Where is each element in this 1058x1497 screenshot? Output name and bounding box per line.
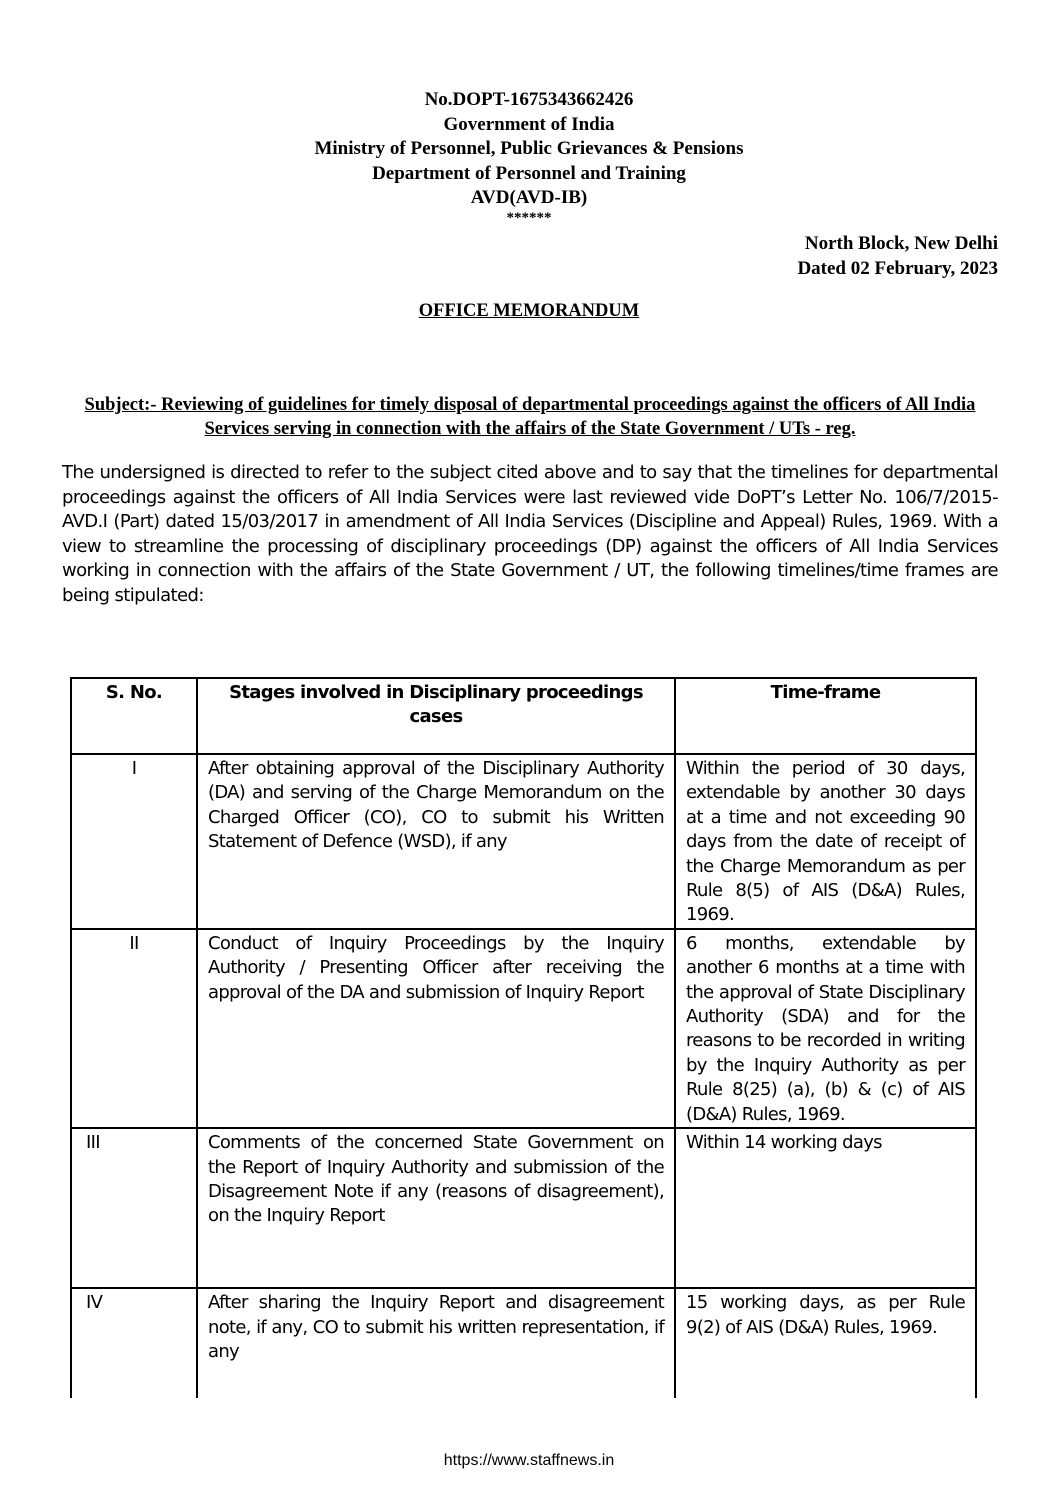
column-header-stage: Stages involved in Disciplinary proceedings cases [197, 678, 675, 754]
body-paragraph: The undersigned is directed to refer to the subject cited above and to say that the timelines for departmental proceedings against the officers of All India Services were last reviewed vide DoPT’s Letter No. 106/7/2015-AVD.I (Part) dated 15/03/2017 in amendment of All India Services (Discipline and Appeal) Rules, 1969. With a view to streamline the processing of disciplinary proceedings (DP) against the officers of All India Services working in connection with the affairs of the State Government / UT, the following timelines/time frames are being stipulated: [62, 462, 998, 606]
cell-stage: After obtaining approval of the Disciplinary Authority (DA) and serving of the Charge Memorandum on the Charged Officer (CO), CO to submit his Written Statement of Defence (WSD), if any [197, 754, 675, 929]
file-number: No.DOPT-1675343662426 [424, 89, 634, 110]
table-row [71, 929, 976, 1128]
letterhead [0, 88, 1058, 225]
header-separator: ****** [506, 209, 552, 226]
table-header-row [71, 678, 976, 754]
location: North Block, New Delhi [804, 233, 998, 254]
government-name: Government of India [443, 113, 615, 135]
subject-line: Subject:- Reviewing of guidelines for timely disposal of departmental proceedings against the officers of All India Services serving in connection with the affairs of the State Government / UTs - reg. [84, 395, 976, 439]
table-row [71, 1128, 976, 1288]
cell-timeframe: Within 14 working days [675, 1128, 976, 1288]
cell-stage: Conduct of Inquiry Proceedings by the Inquiry Authority / Presenting Officer after receiving the approval of the DA and submission of Inquiry Report [197, 929, 675, 1128]
table-row [71, 1288, 976, 1398]
timeline-table [70, 677, 977, 1398]
date: Dated 02 February, 2023 [797, 258, 998, 279]
cell-timeframe: Within the period of 30 days, extendable by another 30 days at a time and not exceeding 90 days from the date of receipt of the Charge Memorandum as per Rule 8(5) of AIS (D&A) Rules, 1969. [675, 754, 976, 929]
cell-sno: IV [71, 1288, 197, 1398]
cell-stage: After sharing the Inquiry Report and disagreement note, if any, CO to submit his written representation, if any [197, 1288, 675, 1398]
column-header-sno: S. No. [71, 678, 197, 754]
document-title: OFFICE MEMORANDUM [418, 301, 640, 321]
department-name: Department of Personnel and Training [372, 162, 686, 184]
ministry-name: Ministry of Personnel, Public Grievances & Pensions [314, 138, 744, 159]
cell-timeframe: 15 working days, as per Rule 9(2) of AIS (D&A) Rules, 1969. [675, 1288, 976, 1398]
footer-watermark: https://www.staffnews.in [443, 1452, 615, 1469]
cell-sno: III [71, 1128, 197, 1288]
cell-stage: Comments of the concerned State Government on the Report of Inquiry Authority and submission of the Disagreement Note if any (reasons of disagreement), on the Inquiry Report [197, 1128, 675, 1288]
cell-timeframe: 6 months, extendable by another 6 months at a time with the approval of State Disciplinary Authority (SDA) and for the reasons to be recorded in writing by the Inquiry Authority as per Rule 8(25) (a), (b) & (c) of AIS (D&A) Rules, 1969. [675, 929, 976, 1128]
cell-sno: II [71, 929, 197, 1128]
division-name: AVD(AVD-IB) [470, 187, 588, 208]
table-row [71, 754, 976, 929]
place-and-date [797, 231, 998, 281]
column-header-timeframe: Time-frame [675, 678, 976, 754]
cell-sno: I [71, 754, 197, 929]
